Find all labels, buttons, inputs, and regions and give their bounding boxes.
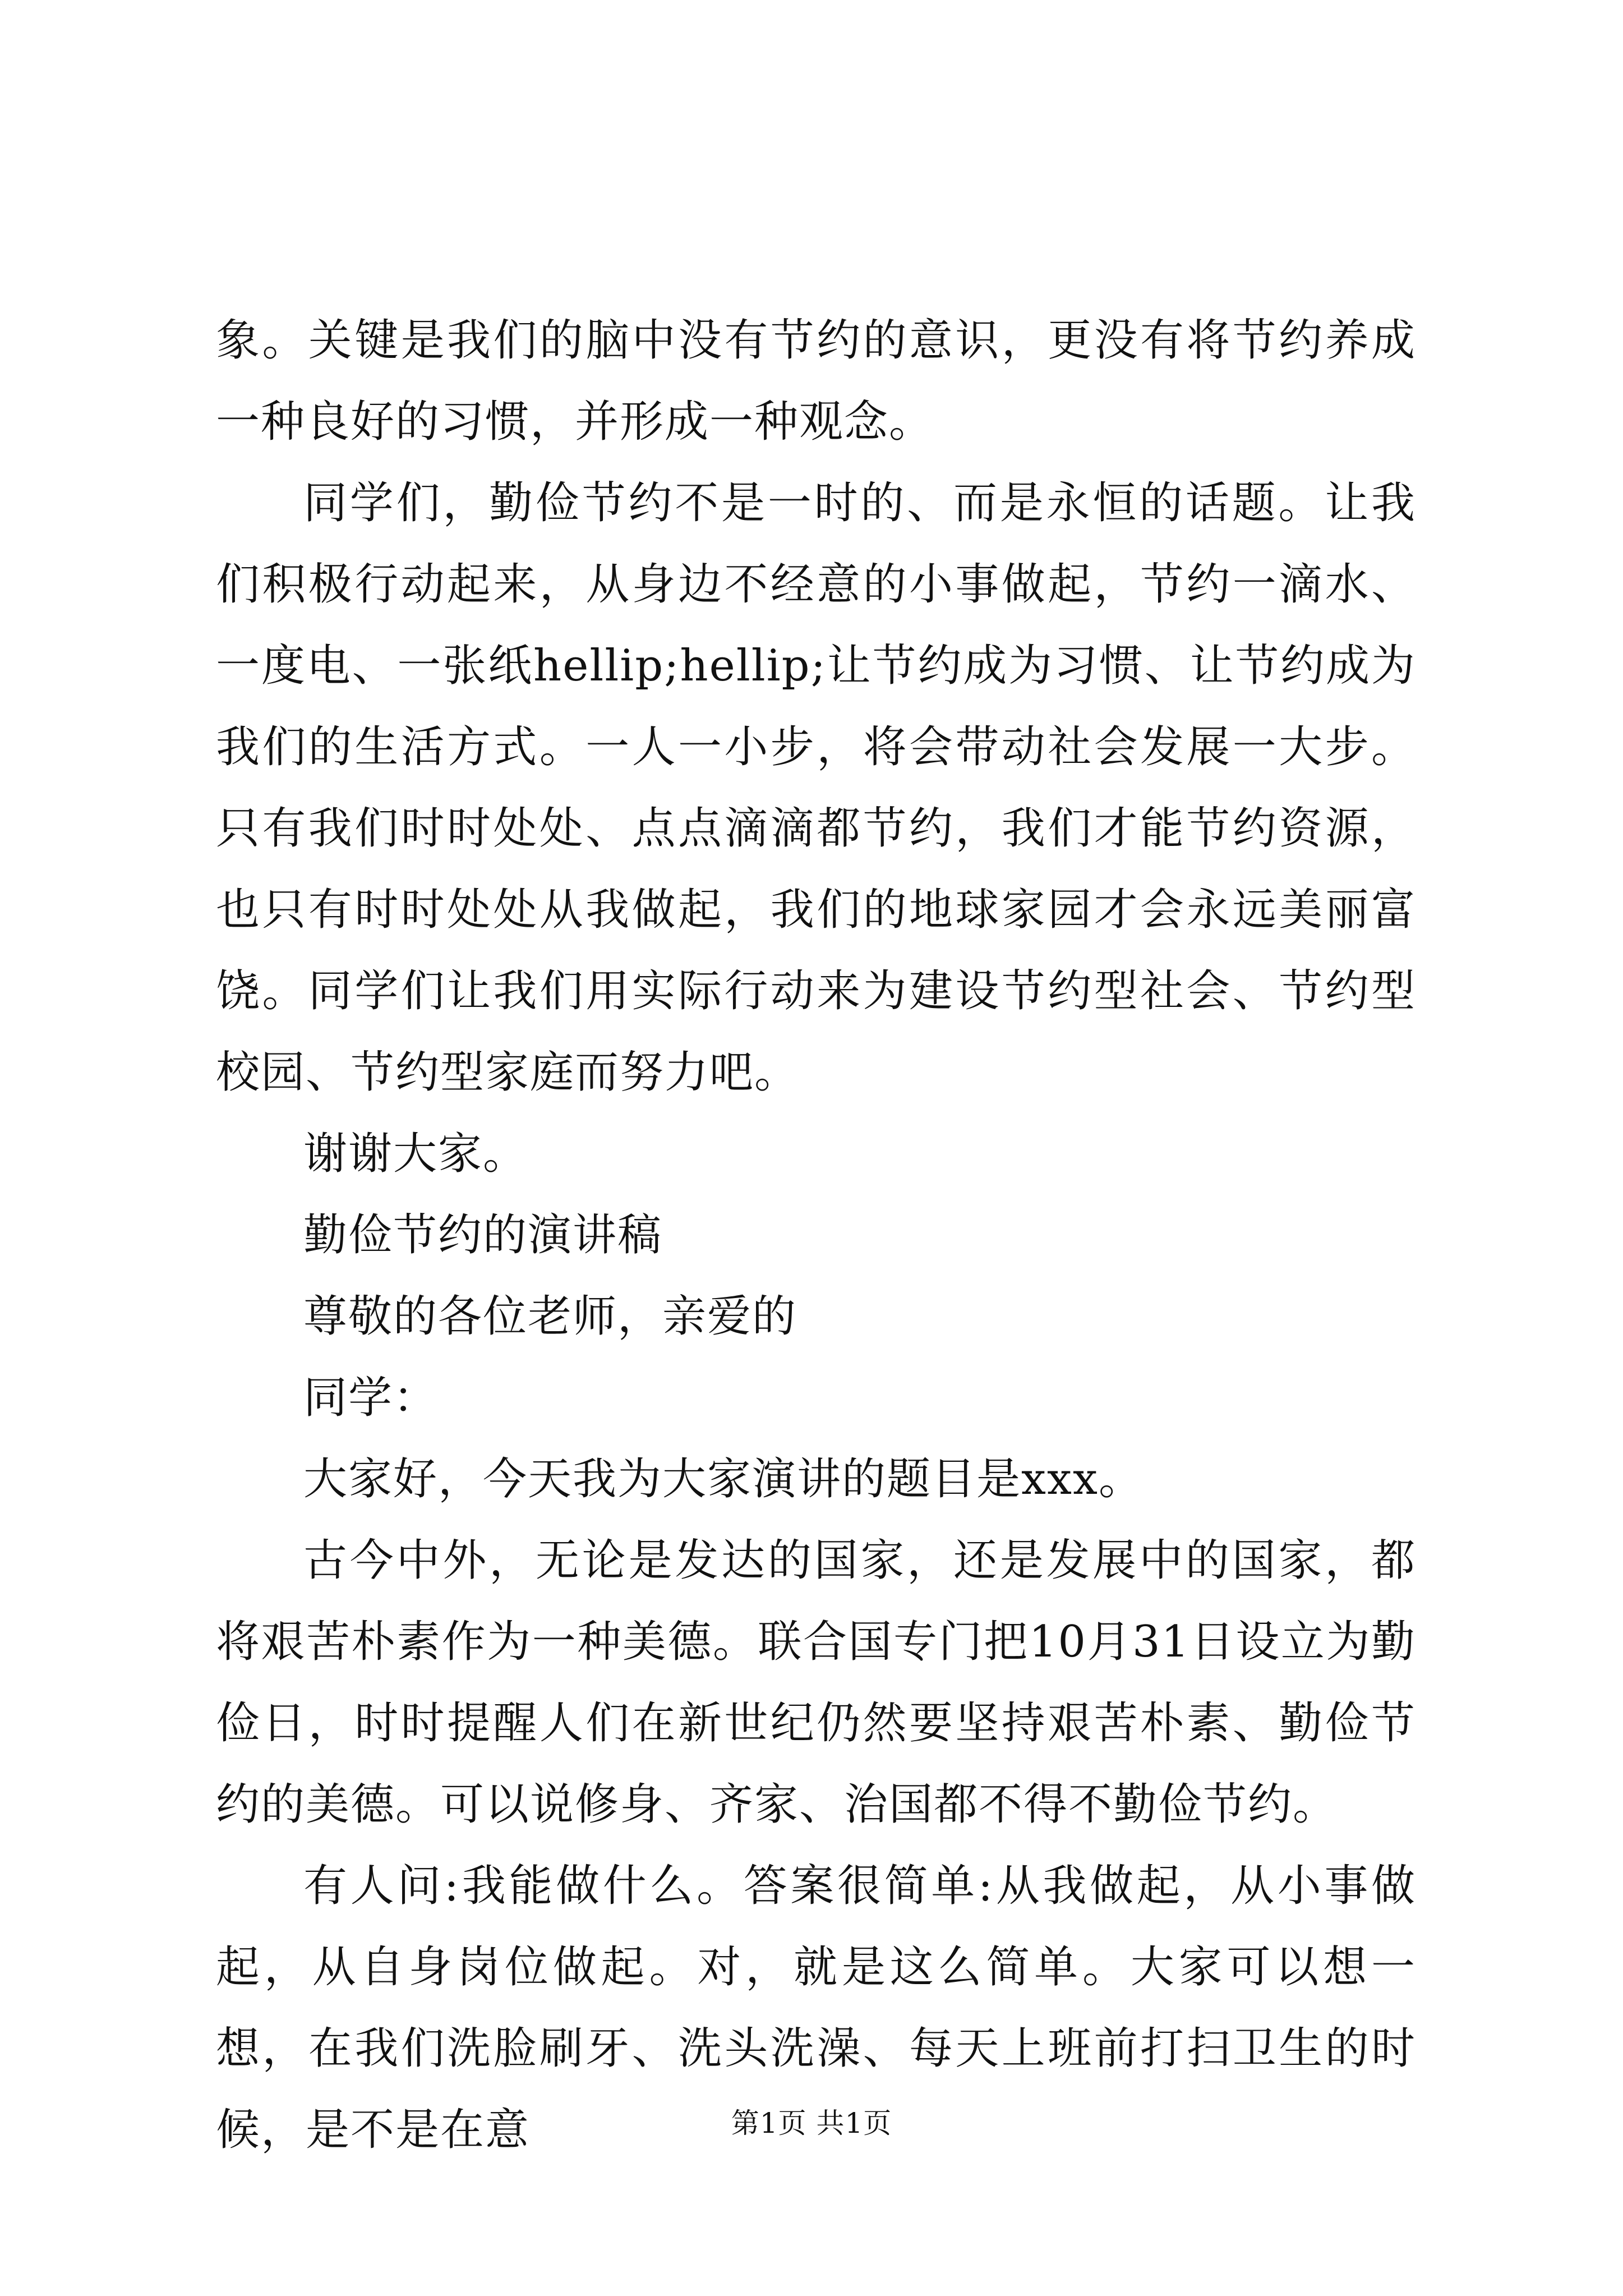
paragraph-thanks: 谢谢大家。 [303, 1129, 528, 1179]
greeting-paragraph: 大家好，今天我为大家演讲的题目是xxx。 [303, 1454, 1144, 1504]
paragraph-call-to-action: 同学们，勤俭节约不是一时的、而是永恒的话题。让我们积极行动起来，从身边不经意的小事做起，节约一滴水、一度电、一张纸hellip;hellip;让节约成为习惯、让节约成为我们的生活方式。一人一小步，将会带动社会发展一大步。只有我们时时处处、点点滴滴都节约，我们才能节约资源，也只有时时处处从我做起，我们的地球家园才会永远美丽富饶。同学们让我们用实际行动来为建设节约型社会、节约型校园、节约型家庭而努力吧。 [216, 478, 1416, 1098]
paragraph-continuation: 象。关键是我们的脑中没有节约的意识，更没有将节约养成一种良好的习惯，并形成一种观念。 [216, 315, 1416, 447]
document-body [216, 300, 1416, 2171]
page-footer: 第1页 共1页 [731, 2107, 892, 2139]
salutation-line-1: 尊敬的各位老师，亲爱的 [303, 1291, 797, 1342]
speech-title: 勤俭节约的演讲稿 [303, 1210, 663, 1260]
salutation-line-2: 同学： [303, 1373, 439, 1423]
paragraph-question: 有人问:我能做什么。答案很简单:从我做起，从小事做起，从自身岗位做起。对，就是这么简单。大家可以想一想，在我们洗脸刷牙、洗头洗澡、每天上班前打扫卫生的时候，是不是在意 [216, 1861, 1416, 2155]
paragraph-history: 古今中外，无论是发达的国家，还是发展中的国家，都将艰苦朴素作为一种美德。联合国专门把10月31日设立为勤俭日，时时提醒人们在新世纪仍然要坚持艰苦朴素、勤俭节约的美德。可以说修身、齐家、治国都不得不勤俭节约。 [216, 1535, 1416, 1830]
